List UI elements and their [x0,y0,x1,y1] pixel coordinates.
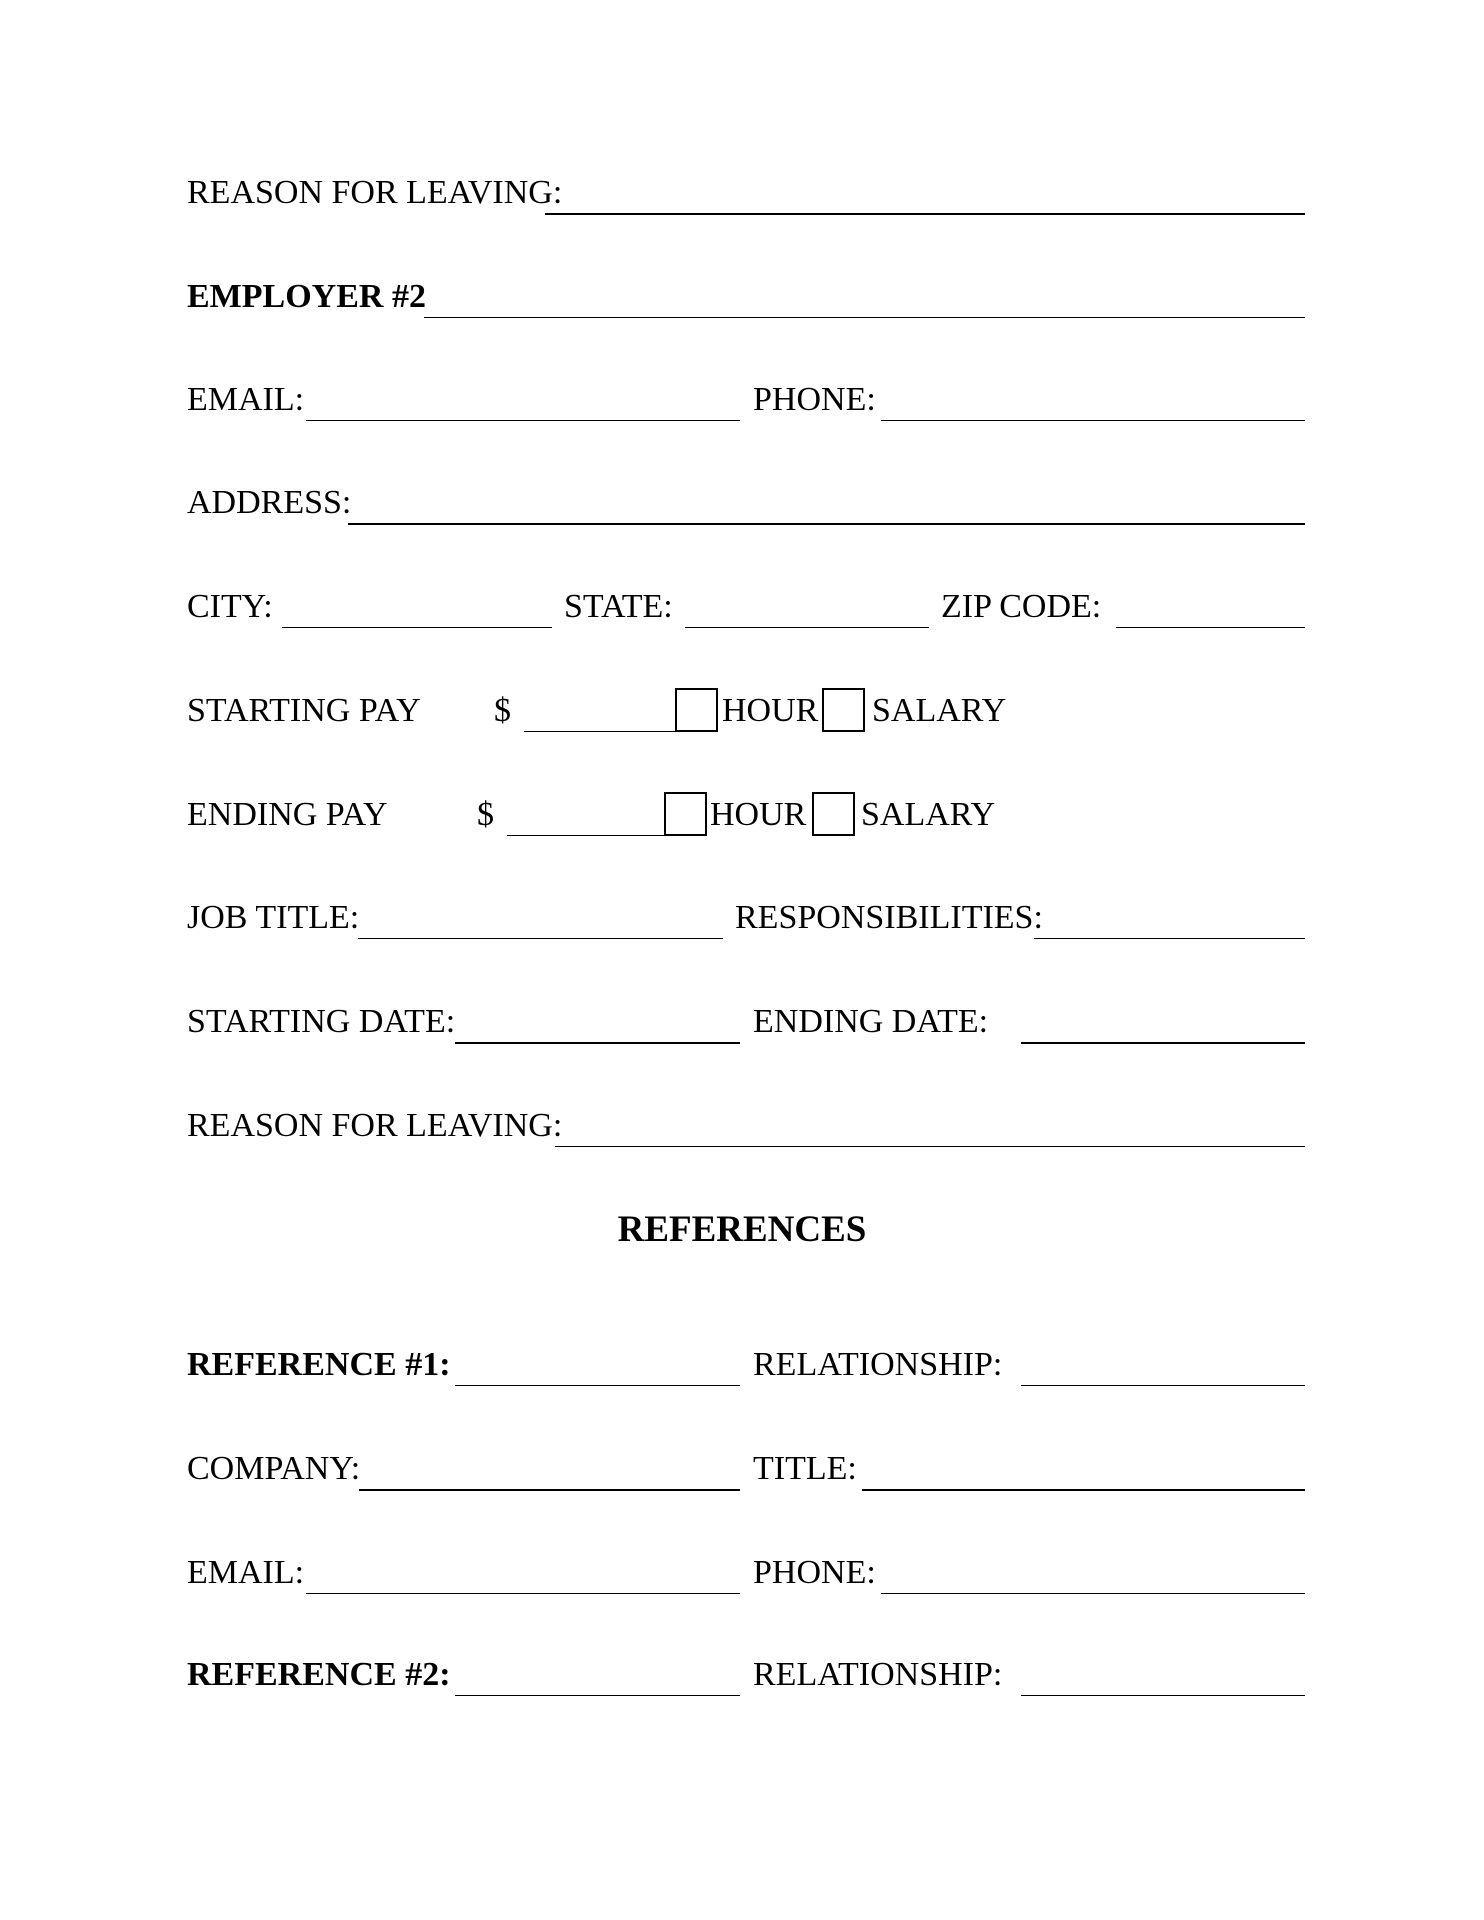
ending-pay-currency: $ [477,796,494,833]
city-label: CITY: [187,588,273,625]
reference-phone-label: PHONE: [753,1554,876,1591]
email-label: EMAIL: [187,381,305,418]
reference-2-field[interactable] [455,1695,740,1696]
starting-pay-hour-checkbox[interactable] [675,688,718,732]
reference-1-label: REFERENCE #1: [187,1346,451,1383]
ending-date-field[interactable] [1021,1042,1305,1044]
reference-1-relationship-label: RELATIONSHIP: [753,1346,1003,1383]
reference-email-label: EMAIL: [187,1554,305,1591]
starting-pay-hour-label: HOUR [722,692,819,729]
address-label: ADDRESS: [187,484,352,521]
references-heading: REFERENCES [617,1209,867,1250]
reference-email-field[interactable] [306,1593,740,1594]
starting-pay-salary-checkbox[interactable] [822,688,865,732]
reference-2-label: REFERENCE #2: [187,1656,451,1693]
ending-date-label: ENDING DATE: [753,1003,989,1040]
company-field[interactable] [359,1489,740,1491]
starting-pay-label: STARTING PAY [187,692,421,729]
reason-for-leaving-label: REASON FOR LEAVING: [187,174,563,211]
phone-field[interactable] [881,420,1305,421]
reference-1-field[interactable] [455,1385,740,1386]
address-field[interactable] [348,523,1305,525]
reason-for-leaving-2-label: REASON FOR LEAVING: [187,1107,563,1144]
employer-2-field[interactable] [424,317,1305,318]
title-label: TITLE: [753,1450,857,1487]
employer-2-label: EMPLOYER #2 [187,278,426,315]
state-field[interactable] [685,627,929,628]
reason-for-leaving-field[interactable] [545,213,1305,215]
reference-2-relationship-label: RELATIONSHIP: [753,1656,1003,1693]
ending-pay-hour-checkbox[interactable] [664,792,707,836]
starting-pay-salary-label: SALARY [872,692,1007,729]
ending-pay-salary-checkbox[interactable] [812,792,855,836]
reason-for-leaving-2-field[interactable] [555,1146,1305,1147]
ending-pay-salary-label: SALARY [861,796,996,833]
city-field[interactable] [282,627,552,628]
email-field[interactable] [306,420,740,421]
company-label: COMPANY: [187,1450,361,1487]
reference-phone-field[interactable] [881,1593,1305,1594]
responsibilities-field[interactable] [1034,938,1305,939]
reference-1-relationship-field[interactable] [1021,1385,1305,1386]
zip-code-field[interactable] [1116,627,1305,628]
state-label: STATE: [564,588,673,625]
phone-label: PHONE: [753,381,876,418]
ending-pay-amount-field[interactable] [507,835,665,836]
job-title-field[interactable] [358,938,723,939]
ending-pay-hour-label: HOUR [710,796,807,833]
zip-code-label: ZIP CODE: [941,588,1102,625]
starting-date-label: STARTING DATE: [187,1003,456,1040]
reference-2-relationship-field[interactable] [1021,1695,1305,1696]
title-field[interactable] [862,1489,1305,1491]
starting-date-field[interactable] [455,1042,740,1044]
ending-pay-label: ENDING PAY [187,796,388,833]
starting-pay-currency: $ [494,692,511,729]
responsibilities-label: RESPONSIBILITIES: [735,899,1043,936]
job-title-label: JOB TITLE: [187,899,360,936]
starting-pay-amount-field[interactable] [524,731,676,732]
